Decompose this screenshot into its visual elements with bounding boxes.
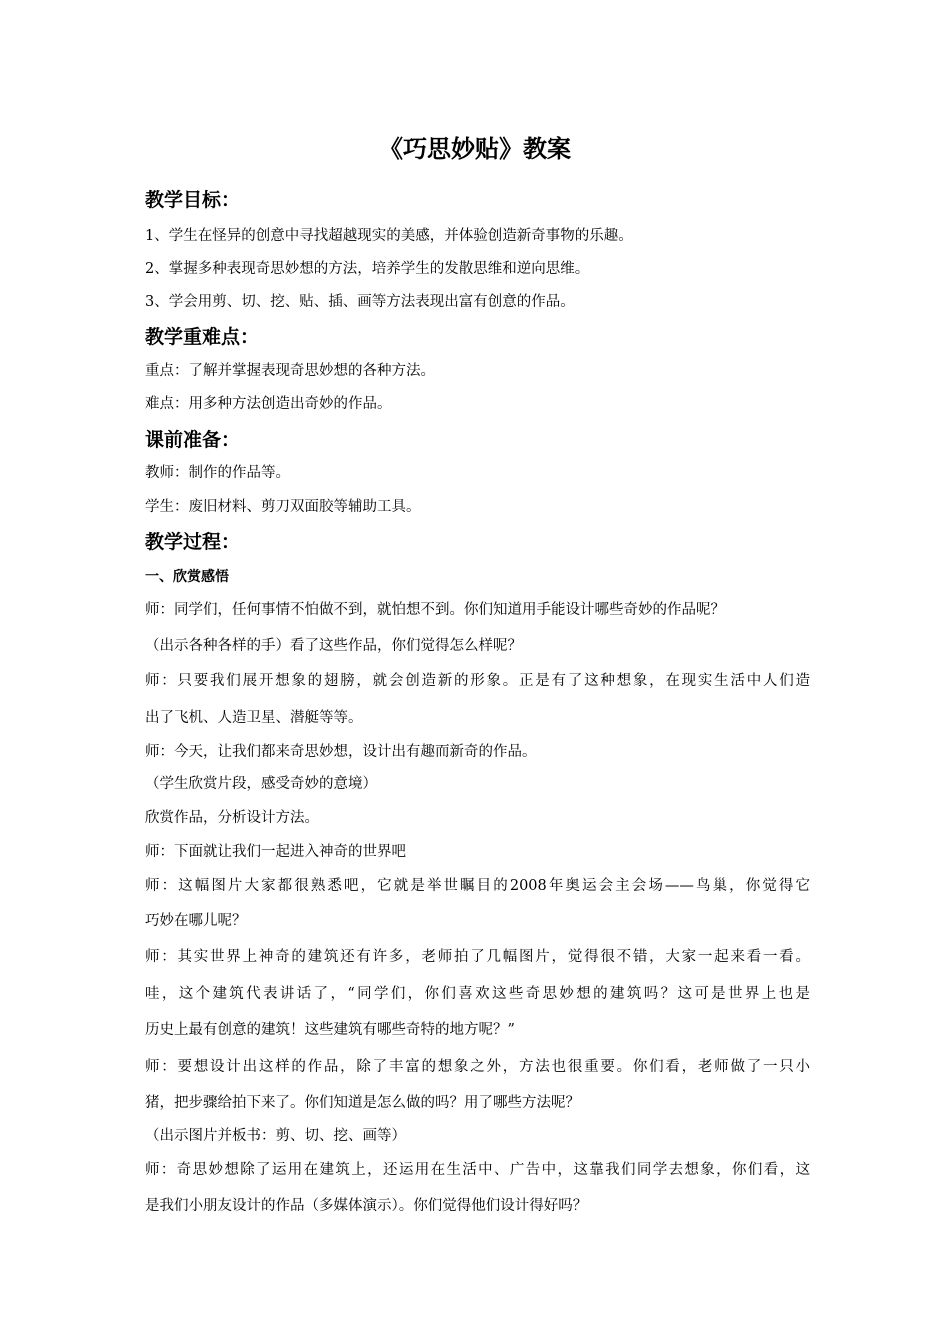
- preparation-student-line: 学生：废旧材料、剪刀双面胶等辅助工具。: [145, 499, 421, 515]
- process-line-13: 历史上最有创意的建筑！这些建筑有哪些奇特的地方呢？”: [145, 1022, 515, 1038]
- process-line-8: 师：下面就让我们一起进入神奇的世界吧: [145, 844, 406, 860]
- key-point-line: 重点：了解并掌握表现奇思妙想的各种方法。: [145, 363, 435, 379]
- process-line-12: 哇，这个建筑代表讲话了，“同学们，你们喜欢这些奇思妙想的建筑吗？这可是世界上也是: [145, 986, 810, 1002]
- process-line-16: （出示图片并板书：剪、切、挖、画等）: [145, 1128, 406, 1144]
- process-line-3: 师：只要我们展开想象的翅膀，就会创造新的形象。正是有了这种想象，在现实生活中人们造: [145, 673, 810, 689]
- heading-process: 教学过程：: [145, 531, 241, 553]
- heading-key-points: 教学重难点：: [145, 326, 260, 348]
- process-line-4: 出了飞机、人造卫星、潜艇等等。: [145, 710, 363, 726]
- objective-line-1: 1、学生在怪异的创意中寻找超越现实的美感，并体验创造新奇事物的乐趣。: [145, 228, 633, 244]
- difficulty-line: 难点：用多种方法创造出奇妙的作品。: [145, 396, 392, 412]
- subheading-appreciation: 一、欣赏感悟: [145, 569, 229, 585]
- heading-objectives: 教学目标：: [145, 189, 241, 211]
- process-line-6: （学生欣赏片段，感受奇妙的意境）: [145, 776, 377, 792]
- process-line-5: 师：今天，让我们都来奇思妙想，设计出有趣而新奇的作品。: [145, 744, 537, 760]
- process-line-17: 师：奇思妙想除了运用在建筑上，还运用在生活中、广告中，这靠我们同学去想象，你们看，这: [145, 1162, 810, 1178]
- process-line-9: 师：这幅图片大家都很熟悉吧，它就是举世瞩目的2008年奥运会主会场——鸟巢，你觉得它: [145, 878, 810, 894]
- process-line-15: 猪，把步骤给拍下来了。你们知道是怎么做的吗？用了哪些方法呢？: [145, 1095, 580, 1111]
- process-line-18: 是我们小朋友设计的作品（多媒体演示）。你们觉得他们设计得好吗？: [145, 1198, 588, 1214]
- process-line-2: （出示各种各样的手）看了这些作品，你们觉得怎么样呢？: [145, 638, 522, 654]
- objective-line-3: 3、学会用剪、切、挖、贴、插、画等方法表现出富有创意的作品。: [145, 294, 575, 310]
- process-line-14: 师：要想设计出这样的作品，除了丰富的想象之外，方法也很重要。你们看，老师做了一只小: [145, 1059, 810, 1075]
- preparation-teacher-line: 教师：制作的作品等。: [145, 465, 290, 481]
- process-line-1: 师：同学们，任何事情不怕做不到，就怕想不到。你们知道用手能设计哪些奇妙的作品呢？: [145, 602, 725, 618]
- process-line-11: 师：其实世界上神奇的建筑还有许多，老师拍了几幅图片，觉得很不错，大家一起来看一看。: [145, 949, 810, 965]
- process-line-10: 巧妙在哪儿呢？: [145, 913, 247, 929]
- heading-preparation: 课前准备：: [145, 429, 241, 451]
- process-line-7: 欣赏作品，分析设计方法。: [145, 810, 319, 826]
- objective-line-2: 2、掌握多种表现奇思妙想的方法，培养学生的发散思维和逆向思维。: [145, 261, 590, 277]
- document-title: 《巧思妙贴》教案: [379, 135, 571, 163]
